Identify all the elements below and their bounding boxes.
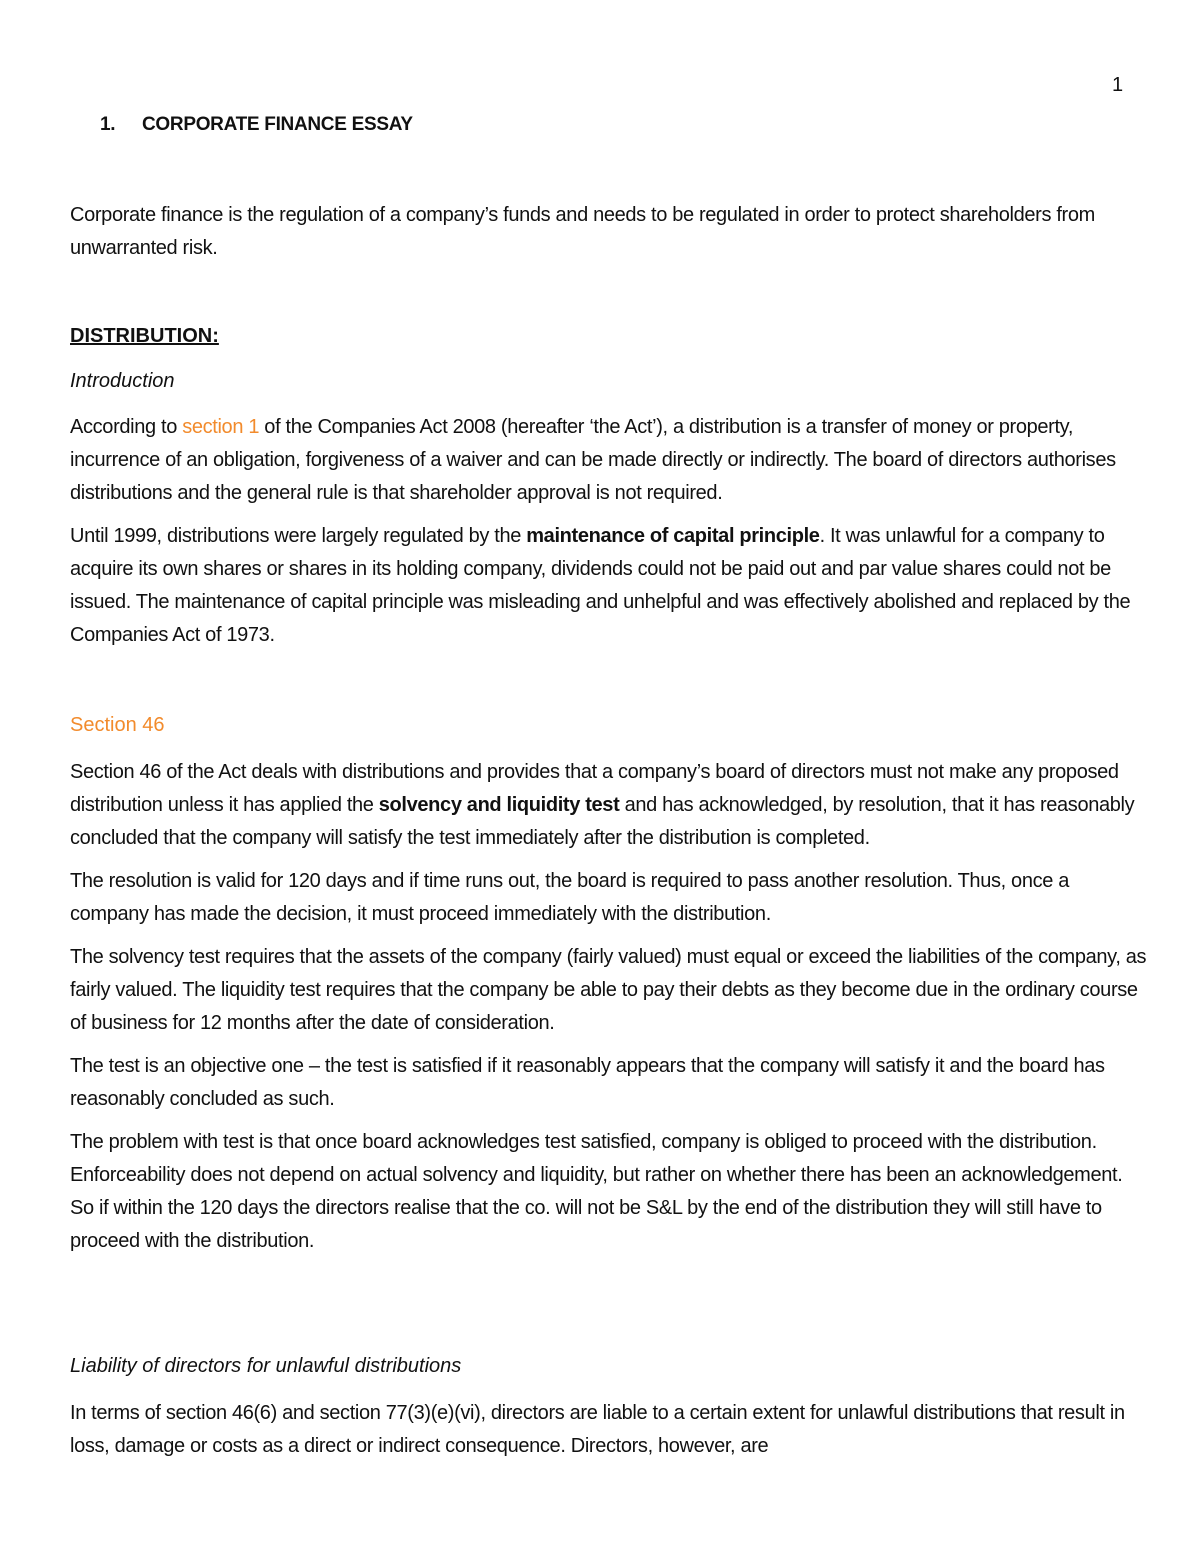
- liability-title: Liability of directors for unlawful distributions: [70, 1355, 462, 1377]
- section-46-paragraph-5: The problem with test is that once board acknowledges test satisfied, company is obliged to proceed with the distribution. Enforceability does not depend on actual solvency and liquidity, but rather on whether there has been an acknowledgement. So if within the 120 days the directors realise that the co. will not be S&L by the end of the distribution they will still have to proceed with the distribution.: [70, 1131, 1123, 1252]
- text-run: and has acknowledged, by resolution, that it has reasonably concluded that the company will satisfy the test immediately after the distribution is completed.: [70, 794, 1135, 849]
- section-46-paragraph-1: [70, 756, 1150, 855]
- text-run: . It was unlawful for a company to acquire its own shares or shares in its holding company, dividends could not be paid out and par value shares could not be issued. The maintenance of capital principle was misleading and unhelpful and was effectively abolished and replaced by the Companies Act of 1973.: [70, 525, 1131, 646]
- text-run: According to: [70, 416, 183, 438]
- section-46-paragraph-2: The resolution is valid for 120 days and if time runs out, the board is required to pass another resolution. Thus, once a company has made the decision, it must proceed immediately with the distribution.: [70, 870, 1069, 925]
- section-1-link[interactable]: section 1: [182, 416, 260, 438]
- distribution-paragraph-2: [70, 520, 1150, 652]
- heading-number: 1.: [100, 114, 116, 135]
- section-46-paragraph-3: The solvency test requires that the assets of the company (fairly valued) must equal or exceed the liabilities of the company, as fairly valued. The liquidity test requires that the company be able to pay their debts as they become due in the ordinary course of business for 12 months after the date of consideration.: [70, 946, 1147, 1034]
- essay-heading: [100, 114, 413, 136]
- distribution-paragraph-1: [70, 411, 1150, 510]
- distribution-section: [70, 411, 1150, 662]
- intro-section: [70, 199, 1150, 275]
- distribution-title: DISTRIBUTION:: [70, 325, 219, 347]
- intro-paragraph: Corporate finance is the regulation of a company’s funds and needs to be regulated in order to protect shareholders from unwarranted risk.: [70, 204, 1095, 259]
- text-run: Until 1999, distributions were largely regulated by the: [70, 525, 527, 547]
- bold-term: solvency and liquidity test: [378, 794, 620, 816]
- section-46-title: Section 46: [70, 714, 165, 736]
- section-46-body: [70, 756, 1150, 1268]
- text-run: Section 46 of the Act deals with distributions and provides that a company’s board of directors must not make any proposed distribution unless it has applied the: [70, 761, 1119, 816]
- heading-title: CORPORATE FINANCE ESSAY: [142, 114, 413, 135]
- page-number: 1: [1112, 74, 1124, 96]
- introduction-subtitle: Introduction: [70, 370, 175, 392]
- text-run: of the Companies Act 2008 (hereafter ‘the Act’), a distribution is a transfer of money or property, incurrence of an obligation, forgiveness of a waiver and can be made directly or indirectly. The board of directors authorises distributions and the general rule is that shareholder approval is not required.: [70, 416, 1116, 504]
- liability-paragraph-1: In terms of section 46(6) and section 77(3)(e)(vi), directors are liable to a certain extent for unlawful distributions that result in loss, damage or costs as a direct or indirect consequence. Directors, however, are: [70, 1402, 1125, 1457]
- section-46-paragraph-4: The test is an objective one – the test is satisfied if it reasonably appears that the company will satisfy it and the board has reasonably concluded as such.: [70, 1055, 1105, 1110]
- liability-section: [70, 1397, 1150, 1473]
- bold-term: maintenance of capital principle: [526, 525, 820, 547]
